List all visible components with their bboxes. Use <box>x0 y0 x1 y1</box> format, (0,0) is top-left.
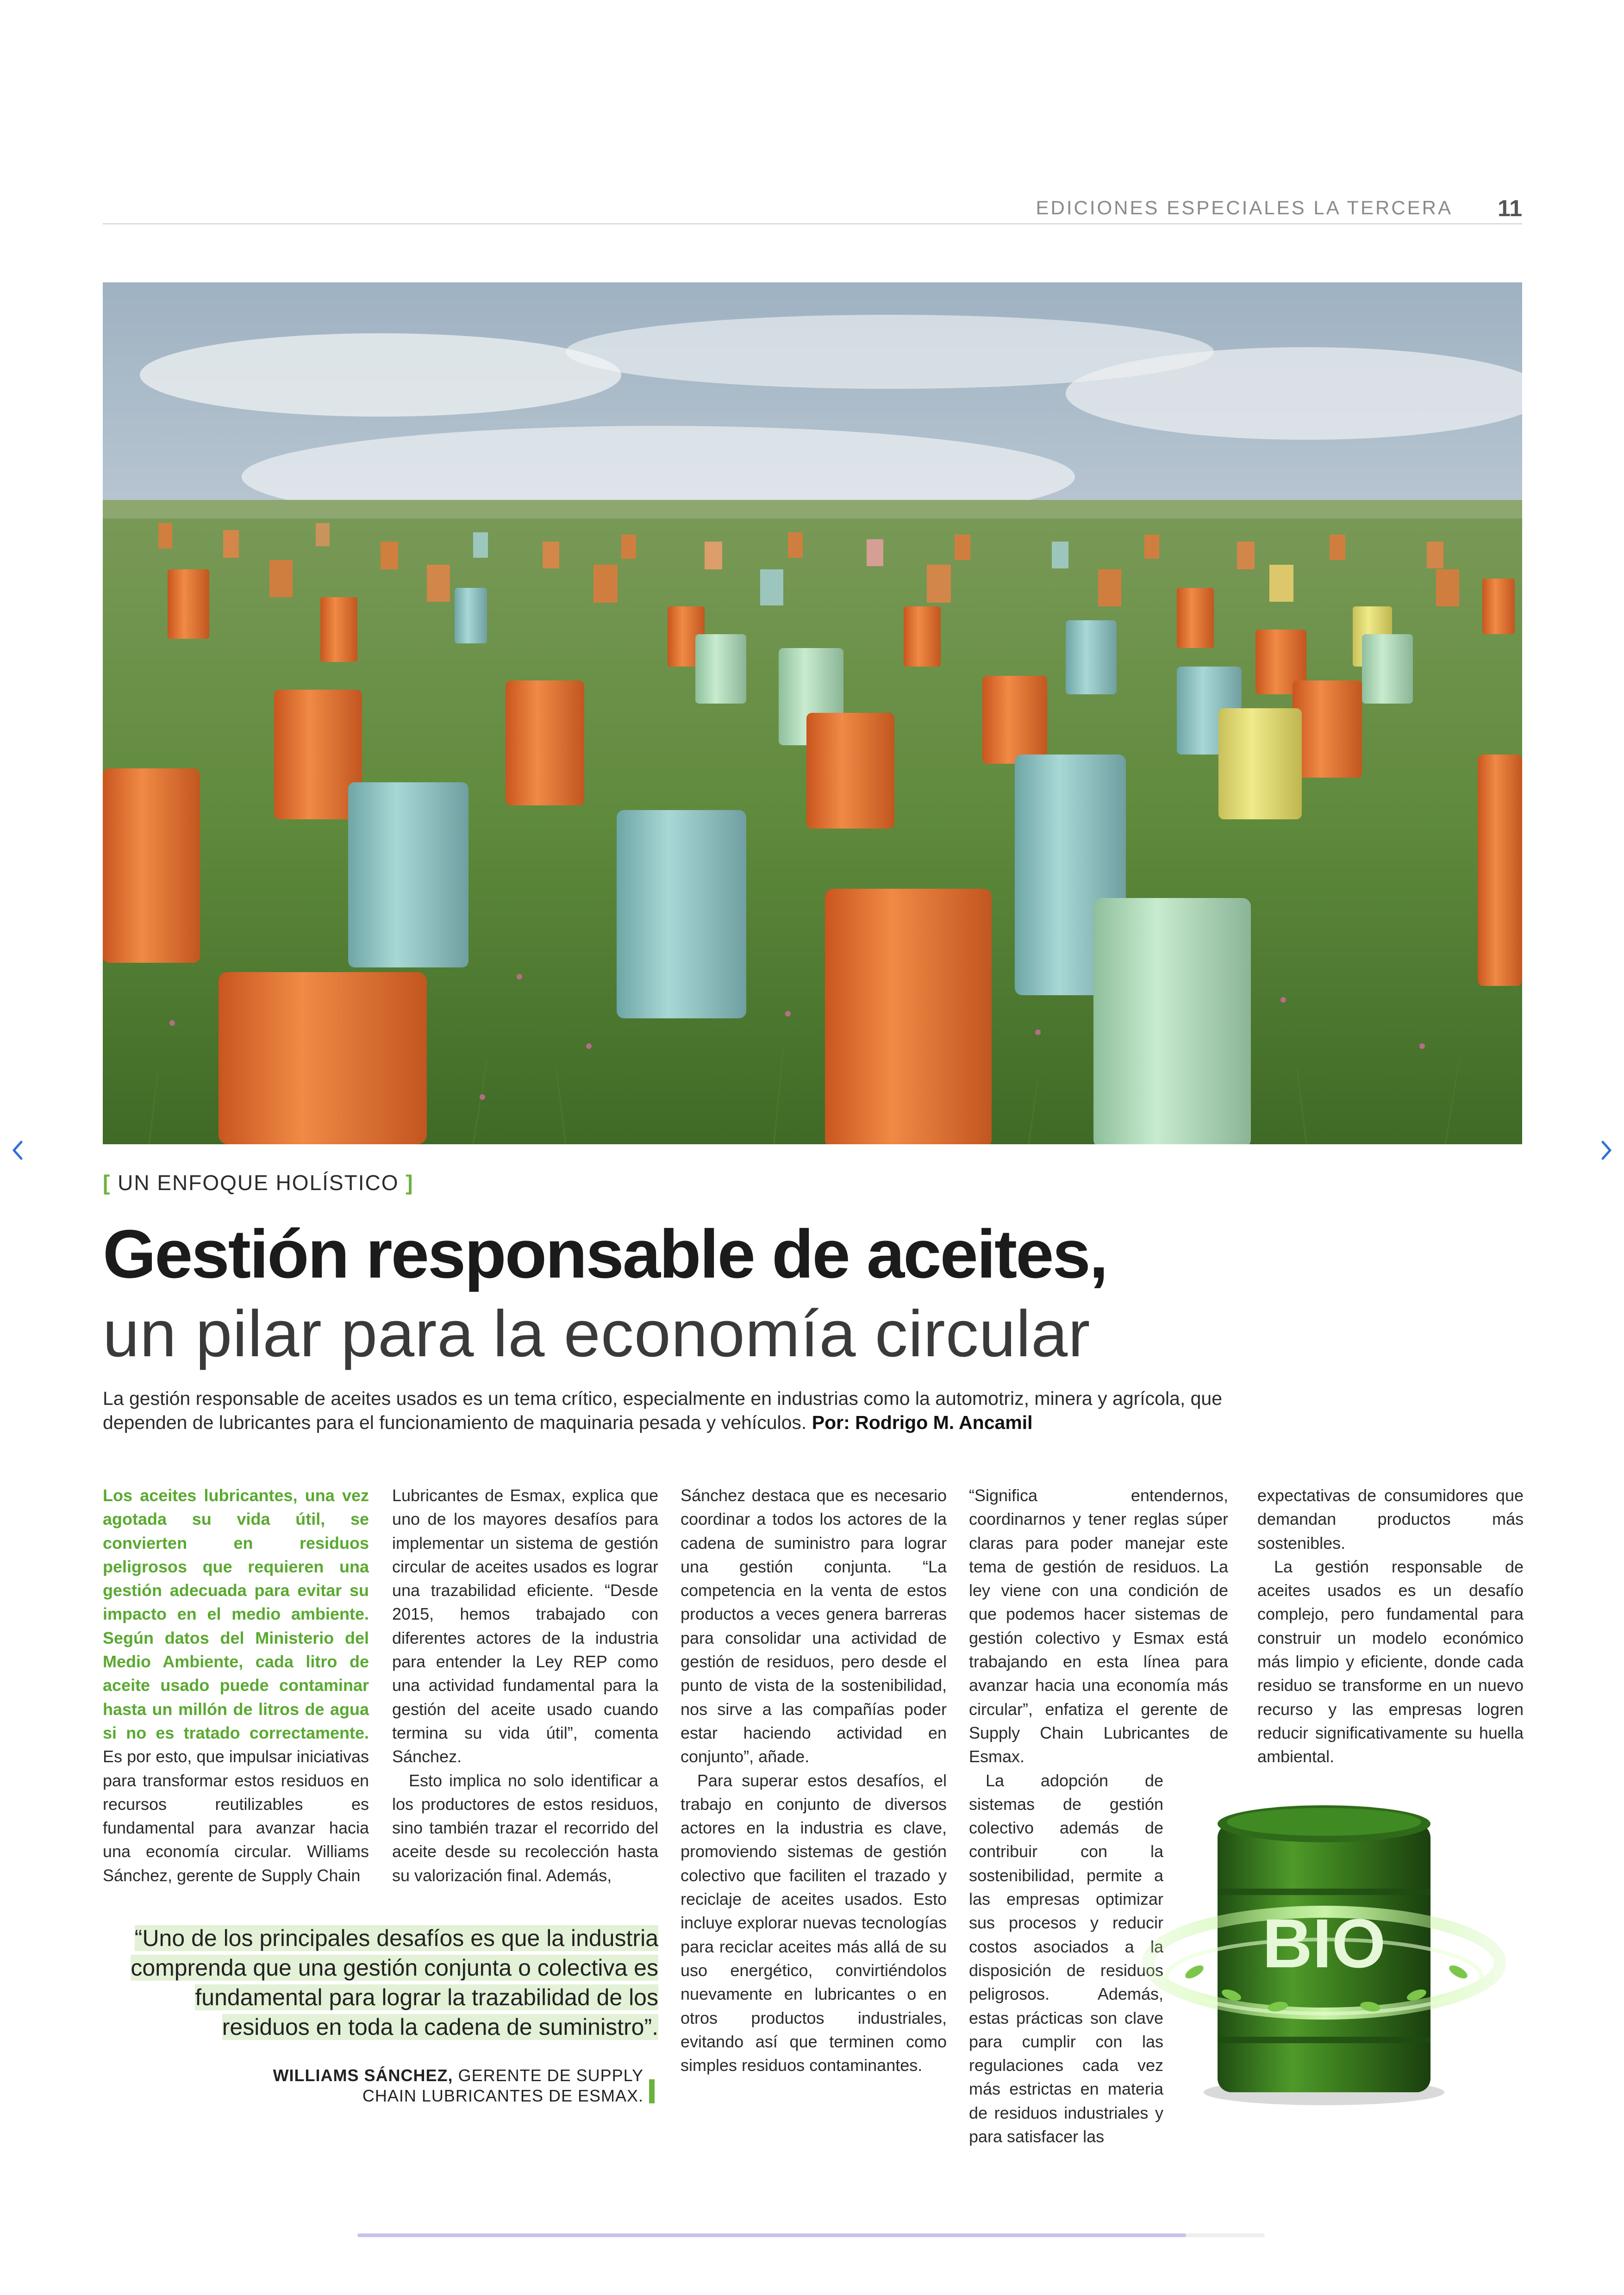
bio-barrel-illustration <box>1139 1796 1509 2111</box>
article-column-2 <box>392 1484 658 1887</box>
body-paragraph: Esto implica no solo identificar a los productores de estos residuos, sino también trazar el recorrido del aceite desde su recolección hasta su valorización final. Además, <box>392 1771 658 1885</box>
lead-paragraph: Los aceites lubricantes, una vez agotada su vida útil, se convierten en residuos peligrosos que requieren una gestión adecuada para evitar su impacto en el medio ambiente. Según datos del Ministerio del Medio Ambiente, cada litro de aceite usado puede contaminar hasta un millón de litros de agua si no es tratado correctamente. <box>103 1486 369 1742</box>
byline: Por: Rodrigo M. Ancamil <box>812 1412 1033 1433</box>
body-paragraph: Para superar estos desafíos, el trabajo en conjunto de diversos actores en la industria es clave, promoviendo sistemas de gestión colectivo que faciliten el trazado y reciclaje de aceites usados. Esto incluye explorar nuevas tecnologías para reciclar aceites más allá de su uso energético, convirtiéndolos nuevamente en lubricantes o en otros productos industriales, evitando así que terminen como simples residuos contaminantes. <box>681 1771 947 2075</box>
hero-image <box>103 282 1522 1144</box>
body-paragraph: “Significa entendernos, coordinarnos y tener reglas súper claras para poder manejar este tema de gestión de residuos. La ley viene con una condición de que podemos hacer sistemas de gestión colectivo y Esmax está trabajando en esta línea para avanzar hacia una economía más circular”, enfatiza el gerente de Supply Chain Lubricantes de Esmax. <box>969 1486 1228 1766</box>
chevron-left-icon[interactable] <box>4 1132 31 1169</box>
page-number: 11 <box>1498 195 1522 221</box>
body-paragraph: Sánchez destaca que es necesario coordinar a todos los actores de la cadena de suministro para lograr una gestión conjunta. “La competencia en la venta de estos productos a veces genera barreras para consolidar una actividad de gestión de residuos, pero desde el punto de vista de la sostenibilidad, nos sirve a las compañías poder estar haciendo actividad en conjunto”, añade. <box>681 1486 947 1766</box>
article-column-5 <box>1257 1484 1524 1769</box>
dek-text: La gestión responsable de aceites usados es un tema crítico, especialmente en industrias como la automotriz, minera y agrícola, que dependen de lubricantes para el funcionamiento de maquinaria pesada y vehículos. <box>103 1388 1223 1433</box>
body-paragraph: La gestión responsable de aceites usados es un desafío complejo, pero fundamental para construir un modelo económico más limpio y eficiente, donde cada residuo se transforme en un nuevo recurso y las empresas logren reducir significativamente su huella ambiental. <box>1257 1557 1524 1766</box>
chevron-right-icon[interactable] <box>1593 1132 1620 1169</box>
bio-label: BIO <box>1262 1904 1386 1982</box>
quote-author-name: WILLIAMS SÁNCHEZ, <box>273 2066 453 2085</box>
attribution-accent-bar <box>649 2079 655 2103</box>
subheadline: un pilar para la economía circular <box>103 1297 1091 1371</box>
body-paragraph: Lubricantes de Esmax, explica que uno de los mayores desafíos para implementar un sistema de gestión circular de aceites usados es lograr una trazabilidad eficiente. “Desde 2015, hemos trabajado con diferentes actores de la industria para entender la Ley REP como una actividad fundamental para la gestión del aceite usado cuando termina su vida útil”, comenta Sánchez. <box>392 1486 658 1766</box>
pull-quote-attribution <box>259 2065 657 2106</box>
kicker <box>103 1170 414 1195</box>
barrels-in-field-illustration <box>103 282 1522 1144</box>
kicker-bracket-open: [ <box>103 1171 111 1195</box>
article-column-1 <box>103 1484 369 1887</box>
headline: Gestión responsable de aceites, <box>103 1216 1107 1292</box>
body-text: Es por esto, que impulsar iniciativas para transformar estos residuos en recursos reutilizables es fundamental para avanzar hacia una economía circular. Williams Sánchez, gerente de Supply Chain <box>103 1747 369 1885</box>
kicker-text: UN ENFOQUE HOLÍSTICO <box>118 1171 399 1195</box>
article-column-3 <box>681 1484 947 2077</box>
body-paragraph: expectativas de consumidores que demandan productos más sostenibles. <box>1257 1486 1524 1553</box>
body-paragraph: La adopción de sistemas de gestión colectivo además de contribuir con la sostenibilidad, permite a las empresas optimizar sus procesos y reducir costos asociados a la disposición de residuos peligrosos. Además, estas prácticas son clave para cumplir con las regulaciones cada vez más estrictas en materia de residuos industriales y para satisfacer las <box>969 1771 1163 2146</box>
section-name: EDICIONES ESPECIALES LA TERCERA <box>1036 197 1453 218</box>
dek <box>103 1386 1306 1434</box>
pull-quote <box>103 1923 658 2042</box>
running-header <box>103 197 1522 225</box>
pull-quote-text: “Uno de los principales desafíos es que la industria comprenda que una gestión conjunta o colectiva es fundamental para lograr la trazabilidad de los residuos en toda la cadena de suministro”. <box>131 1925 658 2040</box>
quote-author-role: GERENTE DE SUPPLY CHAIN LUBRICANTES DE ESMAX. <box>362 2066 643 2105</box>
kicker-bracket-close: ] <box>406 1171 414 1195</box>
horizontal-scrollbar-thumb[interactable] <box>357 2233 1186 2237</box>
